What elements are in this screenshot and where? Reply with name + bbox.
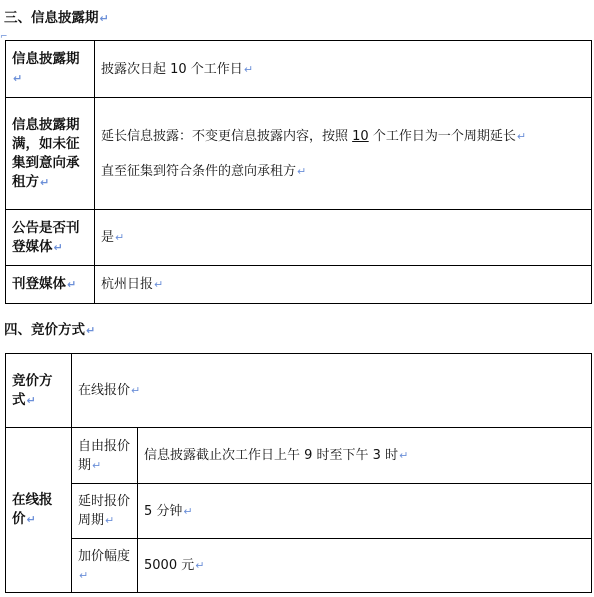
section-heading-3 <box>4 6 109 26</box>
row-value: 披露次日起 10 个工作日↵ <box>95 41 592 98</box>
table-row <box>6 210 592 266</box>
table-row <box>6 428 592 484</box>
row-value: 5 分钟↵ <box>138 484 592 539</box>
table-anchor-mark: ⌐ <box>0 32 8 42</box>
section-heading-4 <box>4 318 95 338</box>
bidding-table <box>5 353 592 593</box>
table-row <box>6 266 592 304</box>
row-label: 竞价方式↵ <box>6 354 72 428</box>
row-label: 公告是否刊登媒体↵ <box>6 210 95 266</box>
table-row <box>6 484 592 539</box>
sub-label: 延时报价周期↵ <box>72 484 138 539</box>
row-value: 信息披露截止次工作日上午 9 时至下午 3 时↵ <box>138 428 592 484</box>
paragraph-mark: ↵ <box>99 12 109 25</box>
row-label: 信息披露期满，如未征集到意向承租方↵ <box>6 98 95 210</box>
table-row <box>6 98 592 210</box>
row-value: 杭州日报↵ <box>95 266 592 304</box>
section-title: 四、竞价方式 <box>4 322 85 338</box>
table-row <box>6 539 592 593</box>
sub-label: 加价幅度↵ <box>72 539 138 593</box>
section-title: 三、信息披露期 <box>4 10 99 26</box>
disclosure-table <box>5 40 592 304</box>
row-value: 是↵ <box>95 210 592 266</box>
table-row <box>6 354 592 428</box>
sub-label: 自由报价期↵ <box>72 428 138 484</box>
row-value: 延长信息披露：不变更信息披露内容，按照 10 个工作日为一个周期延长↵ 直至征集到符合条件的意向承租方↵ <box>95 98 592 210</box>
paragraph-mark: ↵ <box>86 324 96 337</box>
row-label: 刊登媒体↵ <box>6 266 95 304</box>
row-value: 在线报价↵ <box>72 354 592 428</box>
row-label: 信息披露期↵ <box>6 41 95 98</box>
row-label: 在线报价↵ <box>6 428 72 593</box>
row-value: 5000 元↵ <box>138 539 592 593</box>
table-row <box>6 41 592 98</box>
